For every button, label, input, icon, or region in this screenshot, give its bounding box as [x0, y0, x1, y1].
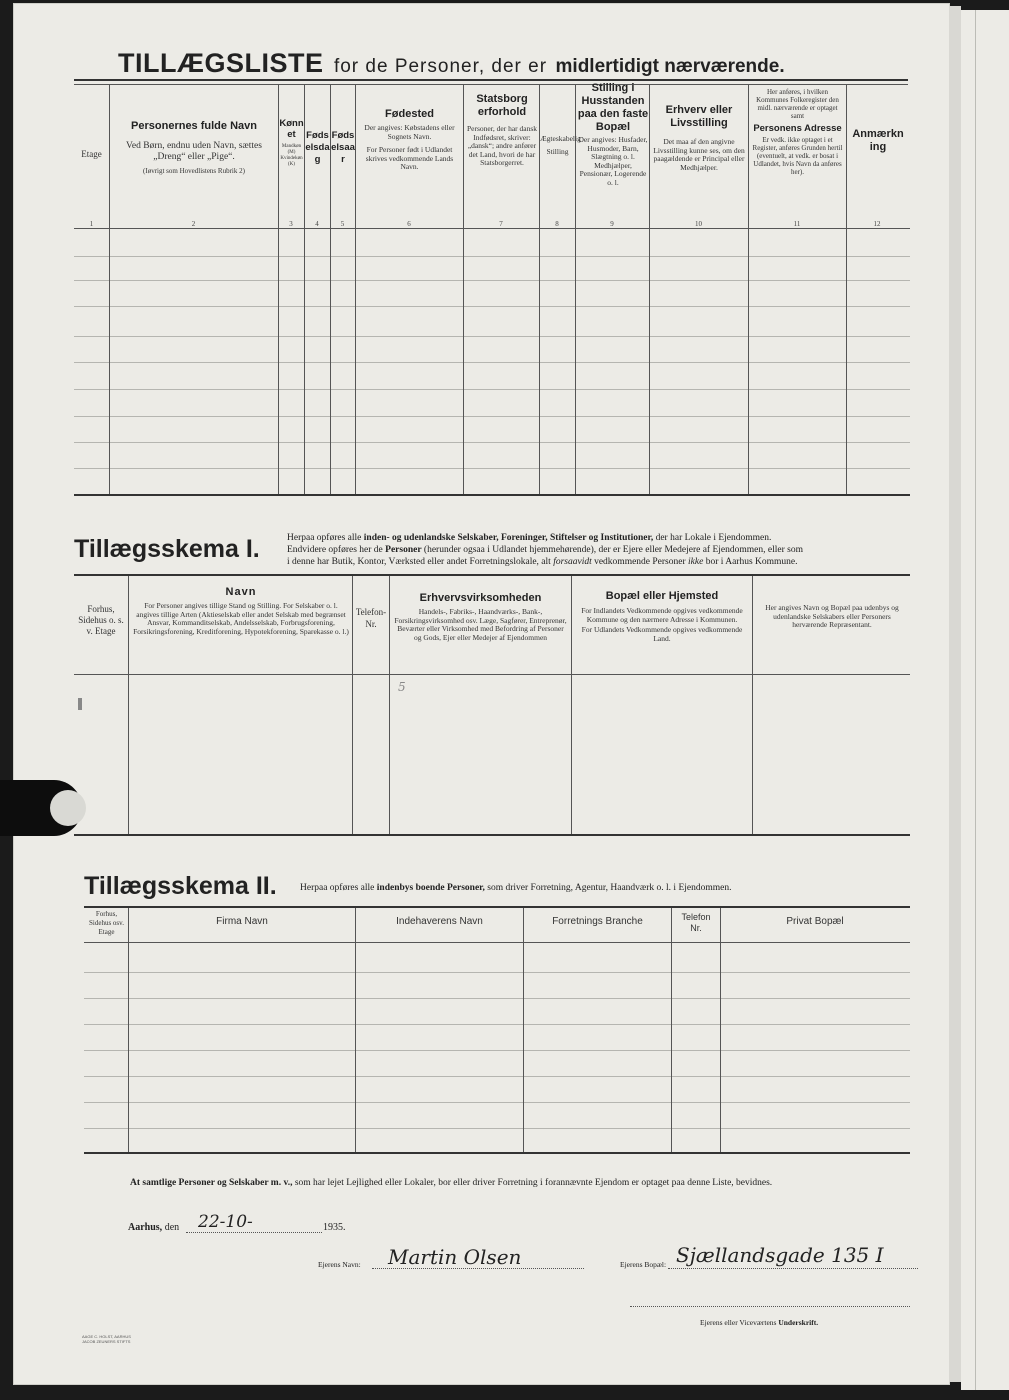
col-num-5: 5	[340, 220, 345, 228]
date-line: Aarhus, den	[128, 1222, 180, 1233]
s1-col-etage: Forhus, Sidehus o. s. v. Etage	[78, 604, 124, 636]
col-statsborger: Statsborgerforhold Personer, der har dansk Indfødsret, skriver: „dansk“; andre anfører det Land, hvori de har Statsborgerret.	[466, 93, 538, 167]
col-foedselsaar: Fødselsaar	[331, 130, 355, 165]
s2-col-bopael: Privat Bopæl	[786, 916, 844, 927]
s2-col-branche: Forretnings Branche	[552, 916, 643, 927]
col-foedselsdag: Fødselsdag	[305, 130, 330, 165]
col-navn: Personernes fulde Navn Ved Børn, endnu uden Navn, sættes „Dreng“ eller „Pige“. (Iøvrigt som Hovedlistens Rubrik 2)	[126, 120, 262, 175]
date-year: 1935.	[323, 1222, 346, 1233]
s2-col-indehaver: Indehaverens Navn	[396, 916, 483, 927]
s1-pencil-mark: 5	[398, 680, 406, 694]
col-anmaerkning: Anmærkning	[852, 128, 904, 153]
col-num-10: 10	[695, 220, 702, 228]
col-koen: Kønnet Mandkøn (M) Kvindekøn (K)	[279, 118, 304, 167]
date-dotted-line	[186, 1232, 322, 1233]
certification-text: At samtlige Personer og Selskaber m. v., som har lejet Lejlighed eller Lokaler, bor eller driver Forretning i forannævnte Ejendom er optaget paa denne Liste, bevidnes.	[130, 1178, 773, 1188]
s1-col-telefon: Telefon-Nr.	[355, 607, 387, 629]
owner-address-label: Ejerens Bopæl:	[620, 1260, 667, 1269]
s2-col-etage: Forhus, Sidehus osv. Etage	[89, 910, 124, 936]
main-title	[118, 48, 918, 79]
main-title-rest: for de Personer, der er	[333, 56, 548, 77]
col-foedested: Fødested Der angives: Købstadens eller Sognets Navn. For Personer født i Udlandet skrives vedkommende Lands Navn.	[364, 108, 455, 171]
owner-name-label: Ejerens Navn:	[318, 1260, 361, 1269]
col-num-7: 7	[499, 220, 503, 228]
col-erhverv: Erhverv eller Livsstilling Det maa af den angivne Livsstilling kunne ses, om den paagældende er Principal eller Medhjælper.	[653, 104, 745, 172]
date-handwritten: 22-10-	[198, 1212, 253, 1232]
col-num-3: 3	[289, 220, 293, 228]
skema2-intro: Herpaa opføres alle indenbys boende Personer, som driver Forretning, Agentur, Haandværk o. l. i Ejendommen.	[300, 883, 732, 893]
col-num-1: 1	[89, 220, 94, 228]
col-num-11: 11	[793, 220, 801, 228]
col-adresse: Her anføres, i hvilken Kommunes Folkeregister den midl. nærværende er optaget samt Personens Adresse Er vedk. ikke optaget i et Register, anføres Grunden hertil (eventuelt, at vedk. er bosat i Udlandet, hvis Navn da anføres her).	[752, 88, 843, 176]
col-stilling: Stilling i Husstanden paa den faste Bopæl Der angives: Husfader, Husmoder, Barn, Slægtning o. l. Medhjælper, Pensionær, Logerende o. l.	[577, 82, 649, 187]
col-num-9: 9	[610, 220, 614, 228]
signature-caption: Ejerens eller Viceværtens Underskrift.	[700, 1318, 819, 1327]
printer-imprint: AAGE C. HOLST, AARHUS JACOB ZEUNERS STIFTS	[82, 1334, 131, 1344]
skema2-title: Tillægsskema II.	[84, 872, 277, 900]
s1-col-navn: Navn For Personer angives tillige Stand og Stilling. For Selskaber o. l. angives tillige Arten (Aktieselskab eller andet Selskab med begrænset Ansvar, Kommanditselskab, Andelsselskab, Forbrugsforening, Forsikringsforening, Kreditforening, Hypotekforening, Sparekasse o. l.)	[133, 586, 349, 636]
col-num-12: 12	[873, 220, 881, 228]
skema1-intro: Herpaa opføres alle inden- og udenlandske Selskaber, Foreninger, Stiftelser og Institutioner, der har Lokale i Ejendommen. Endvidere opføres her de Personer (herunder ogsaa i Udlandet hjemmehørende), der er Ejere eller Medejere af Ejendommen, eller som i denne har Butik, Kontor, Værksted eller andet Forretningslokale, alt forsaavidt vedkommende Personer ikke bor i Aarhus Kommune.	[287, 533, 803, 567]
s1-col-bopael: Bopæl eller Hjemsted For Indlandets Vedkommende opgives vedkommende Kommune og den nærmere Adresse i Kommunen. For Udlandets Vedkommende opgives vedkommende Land.	[581, 590, 743, 643]
s1-col-repr: Her angives Navn og Bopæl paa udenbys og udenlandske Selskabers eller Personers herværende Repræsentant.	[765, 603, 899, 629]
signature-line	[630, 1306, 910, 1307]
main-title-bold: midlertidigt nærværende.	[555, 56, 785, 77]
owner-address-handwritten: Sjællandsgade 135 I	[676, 1243, 884, 1267]
col-num-8: 8	[555, 220, 559, 228]
col-aegteskab: Ægteskabelig Stilling	[540, 134, 581, 156]
form-paper	[14, 4, 949, 1384]
col-num-4: 4	[315, 220, 319, 228]
s1-col-erhverv: Erhvervsvirksomheden Handels-, Fabriks-, Haandværks-, Bank-, Forsikringsvirksomhed osv. Læge, Sagfører, Entreprenør, Beværter eller Virksomhed med Befordring af Personer og Gods, Ejer eller Medejer af Ejendommen	[394, 592, 567, 642]
skema1-title: Tillægsskema I.	[74, 535, 260, 563]
s2-col-firma: Firma Navn	[216, 916, 268, 927]
col-num-2: 2	[191, 220, 196, 228]
owner-name-handwritten: Martin Olsen	[388, 1245, 522, 1269]
next-page-strip	[961, 10, 1009, 1390]
paper-edge	[949, 6, 961, 1382]
main-title-big: TILLÆGSLISTE	[118, 48, 324, 78]
owner-address-line	[668, 1268, 918, 1269]
s2-col-telefon: Telefon Nr.	[681, 912, 711, 933]
s1-smudge	[78, 698, 82, 710]
col-etage: Etage	[81, 149, 102, 159]
binder-clip-ring	[50, 790, 86, 826]
col-num-6: 6	[407, 220, 411, 228]
